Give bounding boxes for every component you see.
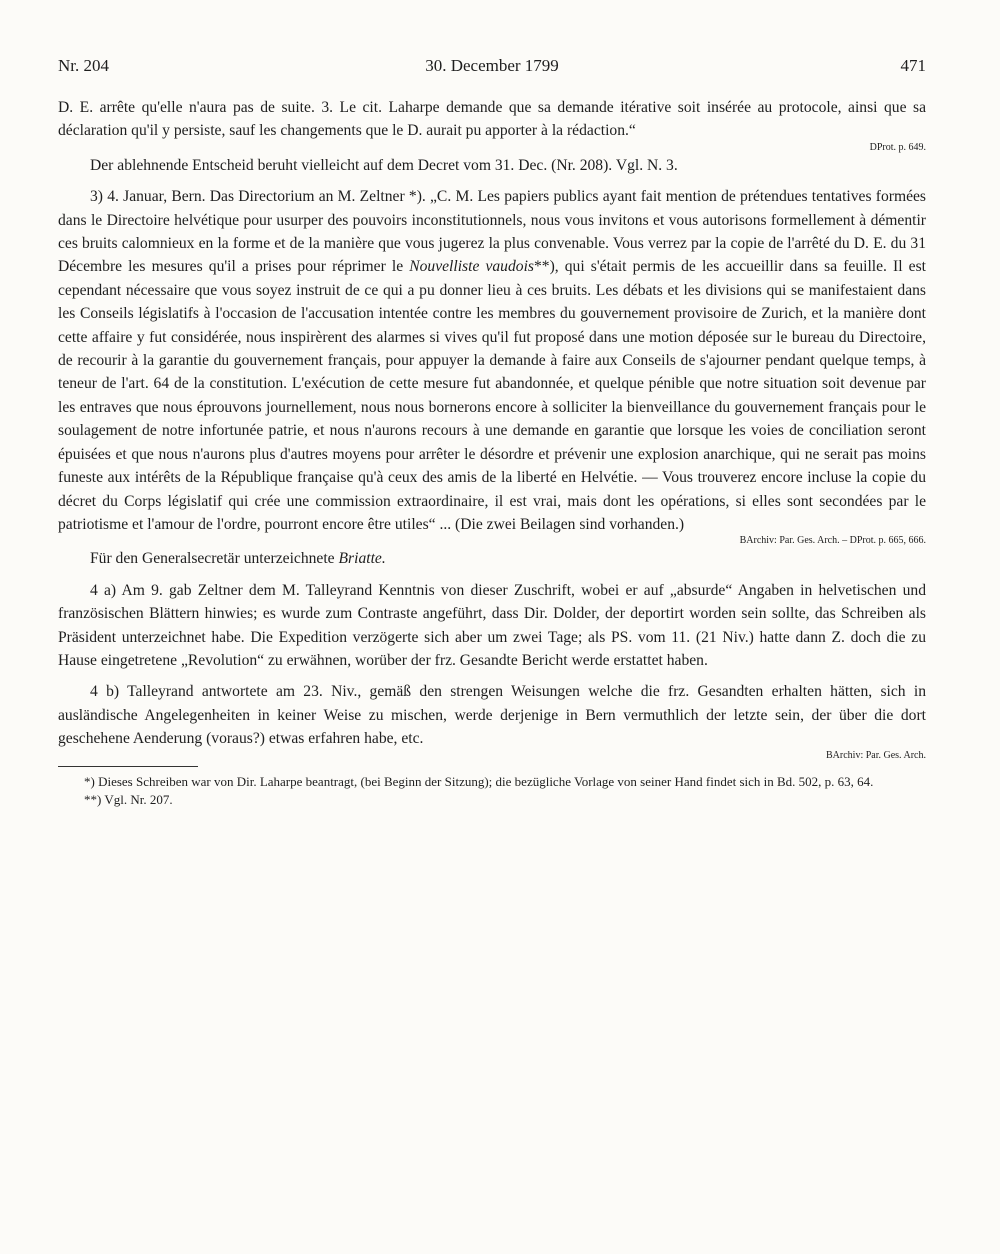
signature-text: Für den Generalsecretär unterzeichnete: [90, 550, 335, 568]
page-header: [58, 56, 926, 80]
paragraph-2: Der ablehnende Entscheid beruht vielleicht auf dem Decret vom 31. Dec. (Nr. 208). Vgl. N. 3.: [90, 156, 678, 174]
page-body: [58, 96, 926, 809]
paragraph-3-text-a: 3) 4. Januar, Bern. Das Directorium an M. Zeltner *). „C. M. Les papiers publics ayant fait mention de prétendues tentatives formées dans le Directoire helvétique pour usurper des pouvoirs inconstitutionnels, nous vous invitons et vous autorisons formellement à démentir ces bruits calomnieux en la forme et de la manière que vous jugerez la plus convenable. Vous verrez par la copie de l'arrêté du D. E. du 31 Décembre les mesures qu'il a prises pour réprimer le: [58, 188, 926, 276]
signatory-name: Briatte.: [338, 550, 386, 568]
footnote-2: **) Vgl. Nr. 207.: [84, 791, 173, 807]
newspaper-title: Nouvelliste vaudois: [409, 258, 534, 276]
paragraph-4b: 4 b) Talleyrand antwortete am 23. Niv., gemäß den strengen Weisungen welche die frz. Gesandten erhalten hätten, sich in ausländische Angelegenheiten in keiner Weise zu mischen, werde derjenige in Bern vermuthlich der letzte sein, der über die dort geschehene Aenderung (voraus?) etwas erfahren habe, etc.: [58, 683, 926, 748]
paragraph-1: D. E. arrête qu'elle n'aura pas de suite. 3. Le cit. Laharpe demande que sa demande itérative soit insérée au protocole, ainsi que sa déclaration qu'il y persiste, sauf les changements que le D. aurait pu apporter à la rédaction.“: [58, 99, 926, 140]
source-reference-3: BArchiv: Par. Ges. Arch.: [826, 749, 926, 761]
document-page: [58, 0, 926, 1254]
document-number: Nr. 204: [58, 56, 109, 75]
source-reference-2: BArchiv: Par. Ges. Arch. – DProt. p. 665, 666.: [739, 535, 926, 547]
paragraph-3-text-b: **), qui s'était permis de les accueillir dans sa feuille. Il est cependant nécessaire que vous soyez instruit de ce qui a pu donner lieu à ces bruits. Les débats et les divisions qui se manifestaient dans les Conseils législatifs à l'occasion de l'accusation intentée contre les membres du gouvernement provisoire de Zurich, et la manière dont cette affaire y fut considérée, nous inspirèrent des alarmes si vives qu'il fut proposé dans une motion déposée sur le bureau du Directoire, de recourir à la garantie du gouvernement français, pour appuyer la demande à faire aux Conseils de s'ajourner pendant quelque temps, à teneur de l'art. 64 de la constitution. L'exécution de cette mesure fut abandonnée, et quelque pénible que notre situation soit devenue par les entraves que nous éprouvons journellement, nous nous bornerons encore à solliciter la bienveillance du gouvernement français pour le soulagement de notre infortunée patrie, et nous n'aurons recours à une demande en garantie que lorsque les voies de conciliation seront épuisées et que nous n'aurons plus d'autres moyens pour arrêter le désordre et prévenir une explosion anarchique, qui ne serait pas moins funeste aux intérêts de la République française qu'à ceux des amis de la liberté en Helvétie. — Vous trouverez encore incluse la copie du décret du Corps législatif qui crée une commission extraordinaire, il est vrai, mais dont les opérations, si elles sont secondées par le patriotisme et l'amour de l'ordre, pourront encore être utiles“ ... (Die zwei Beilagen sind vorhanden.): [58, 258, 926, 533]
footnote-divider: [58, 766, 198, 767]
page-number: 471: [900, 56, 926, 75]
footnotes: [58, 773, 926, 809]
document-date: 30. December 1799: [425, 56, 559, 75]
paragraph-4a: 4 a) Am 9. gab Zeltner dem M. Talleyrand Kenntnis von dieser Zuschrift, wobei er auf „absurde“ Angaben in helvetischen und französischen Blättern hinwies; es wurde zum Contraste angeführt, dass Dir. Dolder, der deportirt worden sein sollte, das Schreiben als Präsident unterzeichnet habe. Die Expedition verzögerte sich aber um zwei Tage; als PS. vom 11. (21 Niv.) hatte dann Z. doch die zu Hause eingetretene „Revolution“ zu erwähnen, worüber der frz. Gesandte Bericht werde erstattet haben.: [58, 581, 926, 669]
signature-line: [58, 547, 926, 570]
footnote-1: *) Dieses Schreiben war von Dir. Laharpe beantragt, (bei Beginn der Sitzung); die bezügliche Vorlage von seiner Hand findet sich in Bd. 502, p. 63, 64.: [84, 773, 874, 789]
source-reference-1: DProt. p. 649.: [869, 141, 926, 153]
paragraph-3: [58, 185, 926, 536]
